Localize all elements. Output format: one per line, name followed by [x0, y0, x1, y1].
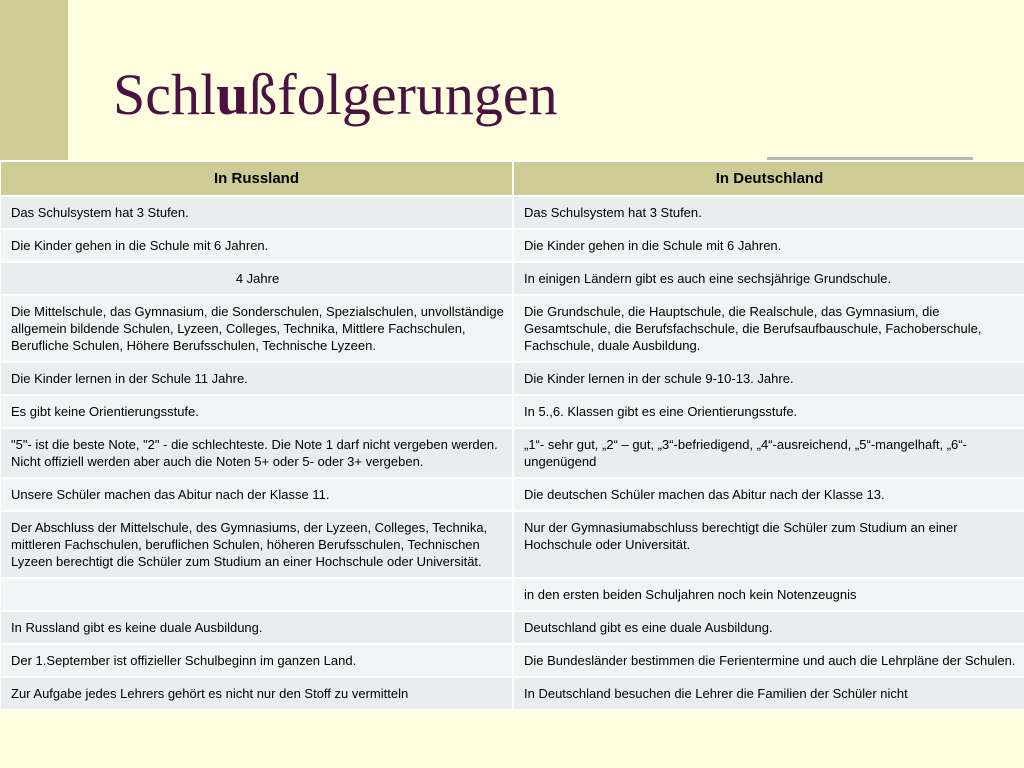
cell-germany: Das Schulsystem hat 3 Stufen. [514, 197, 1024, 228]
cell-germany: In Deutschland besuchen die Lehrer die Familien der Schüler nicht [514, 678, 1024, 709]
cell-russia: 4 Jahre [1, 263, 512, 294]
table-row [1, 197, 1024, 228]
table-row [1, 512, 1024, 577]
table-row [1, 230, 1024, 261]
cell-russia: Die Mittelschule, das Gymnasium, die Sonderschulen, Spezialschulen, unvollständige allgemein bildende Schulen, Lyzeen, Colleges, Technika, Mittlere Fachschulen, Berufliche Schulen, Höhere Berufsschulen, Technische Lyzeen. [1, 296, 512, 361]
cell-russia: Das Schulsystem hat 3 Stufen. [1, 197, 512, 228]
table-row [1, 429, 1024, 477]
cell-russia: "5"- ist die beste Note, "2" - die schlechteste. Die Note 1 darf nicht vergeben werden. Nicht offiziell werden aber auch die Noten 5+ oder 5- oder 3+ vergeben. [1, 429, 512, 477]
cell-russia: Die Kinder lernen in der Schule 11 Jahre. [1, 363, 512, 394]
cell-germany: Die Kinder lernen in der schule 9-10-13. Jahre. [514, 363, 1024, 394]
table-row [1, 678, 1024, 709]
cell-russia [1, 579, 512, 610]
cell-russia: In Russland gibt es keine duale Ausbildung. [1, 612, 512, 643]
cell-russia: Es gibt keine Orientierungsstufe. [1, 396, 512, 427]
cell-germany: Die Grundschule, die Hauptschule, die Realschule, das Gymnasium, die Gesamtschule, die Berufsfachschule, die Berufsaufbauschule, Fachoberschule, Fachschule, duale Ausbildung. [514, 296, 1024, 361]
page-title [113, 60, 558, 130]
table-row [1, 479, 1024, 510]
title-part-3: ßfolgerungen [248, 62, 558, 127]
comparison-table [0, 160, 1024, 711]
cell-russia: Der 1.September ist offizieller Schulbeginn im ganzen Land. [1, 645, 512, 676]
side-bar-decoration [0, 0, 68, 160]
table-row [1, 263, 1024, 294]
title-part-1: Schl [113, 62, 217, 127]
table-row [1, 645, 1024, 676]
cell-germany: Deutschland gibt es eine duale Ausbildung. [514, 612, 1024, 643]
title-part-2: u [216, 62, 249, 127]
cell-germany: in den ersten beiden Schuljahren noch kein Notenzeugnis [514, 579, 1024, 610]
cell-germany: Die Bundesländer bestimmen die Ferientermine und auch die Lehrpläne der Schulen. [514, 645, 1024, 676]
cell-germany: Die deutschen Schüler machen das Abitur nach der Klasse 13. [514, 479, 1024, 510]
cell-germany: In einigen Ländern gibt es auch eine sechsjährige Grundschule. [514, 263, 1024, 294]
cell-russia: Unsere Schüler machen das Abitur nach der Klasse 11. [1, 479, 512, 510]
table-row [1, 579, 1024, 610]
comparison-table-container [0, 160, 1024, 768]
table-header-row [1, 162, 1024, 195]
table-row [1, 296, 1024, 361]
header-germany: In Deutschland [514, 162, 1024, 195]
cell-russia: Der Abschluss der Mittelschule, des Gymnasiums, der Lyzeen, Colleges, Technika, mittleren Fachschulen, beruflichen Schulen, höheren Berufsschulen, Technischen Lyzeen berechtigt die Schüler zum Studium an einer Hochschule oder Universität. [1, 512, 512, 577]
table-row [1, 612, 1024, 643]
cell-germany: Nur der Gymnasiumabschluss berechtigt die Schüler zum Studium an einer Hochschule oder Universität. [514, 512, 1024, 577]
cell-germany: „1“- sehr gut, „2“ – gut, „3“-befriedigend, „4“-ausreichend, „5“-mangelhaft, „6“-ungenügend [514, 429, 1024, 477]
cell-russia: Zur Aufgabe jedes Lehrers gehört es nicht nur den Stoff zu vermitteln [1, 678, 512, 709]
table-row [1, 363, 1024, 394]
table-row [1, 396, 1024, 427]
header-russia: In Russland [1, 162, 512, 195]
cell-germany: In 5.,6. Klassen gibt es eine Orientierungsstufe. [514, 396, 1024, 427]
cell-russia: Die Kinder gehen in die Schule mit 6 Jahren. [1, 230, 512, 261]
cell-germany: Die Kinder gehen in die Schule mit 6 Jahren. [514, 230, 1024, 261]
